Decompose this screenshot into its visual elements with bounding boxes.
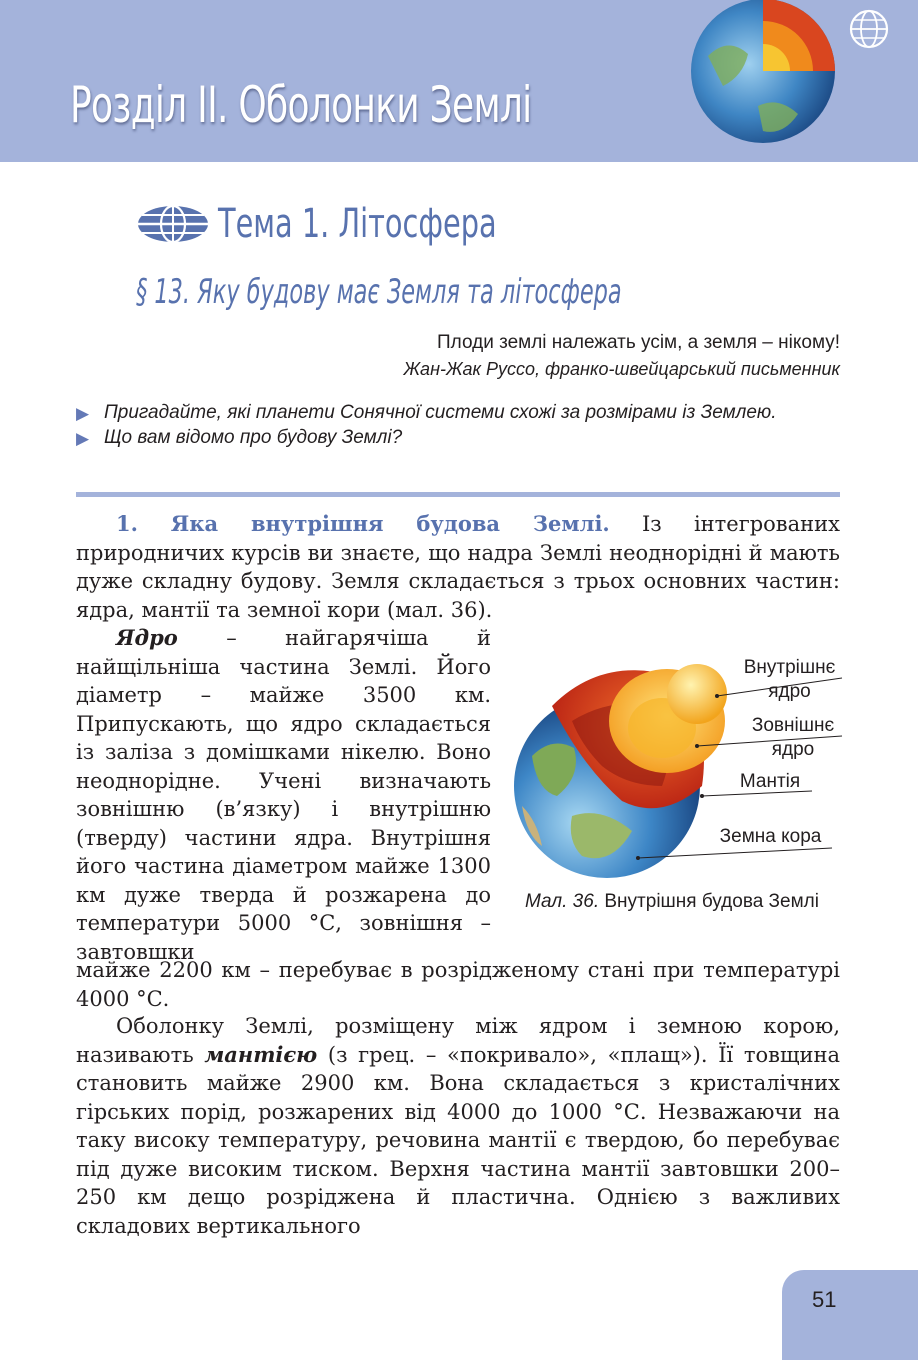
triangle-bullet-icon: ▶ [76, 429, 90, 448]
subsection-heading: 1. Яка внутрішня будова Землі. [116, 511, 610, 536]
question-item [76, 400, 840, 425]
term-core: Ядро [116, 625, 178, 650]
epigraph-quote: Плоди землі належать усім, а земля – нікому! [437, 332, 840, 353]
theme-title: Тема 1. Літосфера [218, 201, 497, 247]
earth-structure-figure [512, 636, 857, 886]
body-text: (з грец. – «покривало», «плащ»). Її товщина становить майже 2900 км. Вона складається з кристалічних гірських порід, розжарених від 4000 до 1000 °С. Незважаючи на таку високу температуру, речовина мантії є твердою, бо перебуває під дуже високим тиском. Верхня частина мантії завтовшки 200–250 км дещо розріджена й пластична. Однією з важливих складових вертикального [76, 1042, 841, 1238]
figure-caption [512, 890, 832, 914]
caption-label: Мал. 36. [525, 891, 600, 912]
divider [76, 492, 840, 497]
body-paragraph-2 [76, 624, 491, 966]
globe-icon [848, 8, 890, 50]
body-paragraph-2-continued [76, 956, 840, 1013]
page-number-tab [782, 1270, 918, 1360]
label-inner-core: Внутрішнє ядро [743, 657, 836, 702]
epigraph-author: Жан-Жак Руссо, франко-швейцарський письменник [403, 359, 840, 379]
theme-heading [136, 198, 605, 250]
body-paragraph-3 [76, 1012, 840, 1240]
body-paragraph-1 [76, 510, 840, 624]
label-outer-core: Зовнішнє ядро [751, 715, 835, 760]
review-questions [76, 400, 840, 450]
body-text: майже 2200 км – перебуває в розрідженому стані при температурі 4000 °С. [76, 958, 840, 1011]
page-number: 51 [812, 1287, 837, 1312]
label-crust: Земна кора [719, 826, 822, 847]
body-text: Із інтегрованих природничих курсів ви знаєте, що надра Землі неоднорідні й мають дуже складну будову. Земля складається з трьох основних частин: ядра, мантії та земної кори (мал. 36). [76, 512, 840, 622]
question-text: Пригадайте, які планети Сонячної системи схожі за розмірами із Землею. [104, 402, 777, 423]
caption-text: Внутрішня будова Землі [599, 891, 819, 912]
triangle-bullet-icon: ▶ [76, 404, 90, 423]
body-text: Оболонку Землі, розміщену між ядром і земною корою, називають [76, 1014, 840, 1067]
label-mantle: Мантія [739, 771, 801, 792]
body-text: – найгарячіша й найщільніша частина Землі. Його діаметр – майже 3500 км. Припускають, що ядро складається із заліза з домішками нікелю. Воно неоднорідне. Учені визначають зовнішню (в’язку) і внутрішню (тверду) частини ядра. Внутрішня його частина діаметром майже 1300 км дуже тверда й розжарена до температури 5000 °С, зовнішня – завтовшки [76, 626, 491, 964]
earth-layers-icon [688, 0, 838, 146]
paragraph-title: § 13. Яку будову має Земля та літосфера [136, 272, 622, 312]
globe-icon [136, 204, 210, 244]
chapter-banner [0, 0, 918, 162]
section-title: Розділ ІІ. Оболонки Землі [70, 76, 532, 134]
epigraph [404, 330, 840, 382]
question-text: Що вам відомо про будову Землі? [104, 427, 403, 448]
term-mantle: мантією [204, 1041, 318, 1067]
question-item [76, 425, 840, 450]
